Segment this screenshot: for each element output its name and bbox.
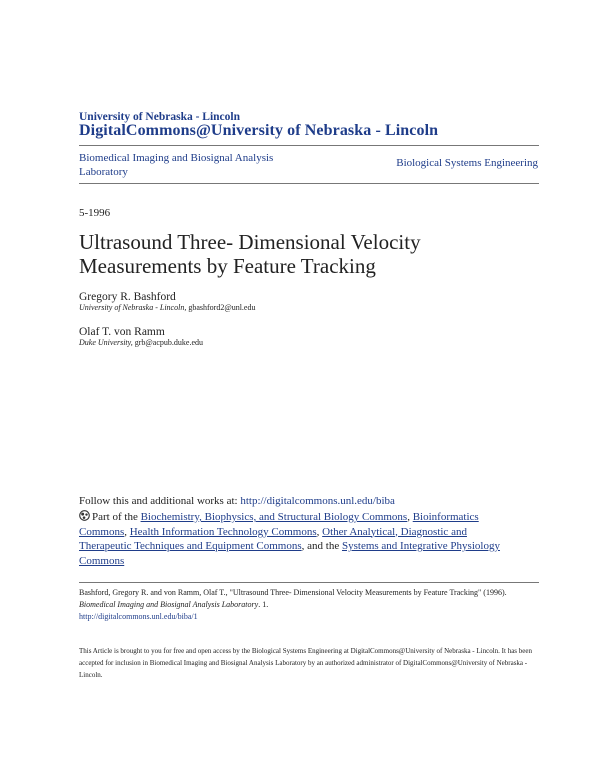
citation-number: . 1. (258, 600, 269, 609)
author-institution: University of Nebraska - Lincoln, (79, 303, 187, 312)
author-affiliation (79, 303, 255, 312)
commons-link-other-analytical[interactable]: Other Analytical, Diagnostic and Therapeutic Techniques and Equipment Commons (79, 525, 467, 552)
author-email: grb@acpub.duke.edu (134, 338, 203, 347)
and-the-text: , and the (301, 540, 340, 552)
header-divider-top (79, 145, 539, 146)
commons-link-bioinformatics[interactable]: Bioinformatics Commons (79, 511, 479, 538)
part-of-prefix: Part of the (92, 511, 138, 523)
citation-series: Biomedical Imaging and Biosignal Analysis Laboratory (79, 600, 259, 609)
author-block (79, 326, 203, 347)
collection-link[interactable]: Biomedical Imaging and Biosignal Analysis Laboratory (79, 152, 274, 178)
university-link[interactable]: University of Nebraska - Lincoln (79, 111, 240, 123)
repository-link[interactable]: DigitalCommons@University of Nebraska - Lincoln (79, 122, 439, 139)
commons-link-biochemistry[interactable]: Biochemistry, Biophysics, and Structural Biology Commons (140, 511, 408, 523)
header-divider-bottom (79, 183, 539, 184)
author-block (79, 291, 255, 312)
citation-text: Bashford, Gregory R. and von Ramm, Olaf T., "Ultrasound Three- Dimensional Velocity Measurements by Feature Tracking" (1996). (79, 588, 507, 597)
access-statement: This Article is brought to you for free and open access by the Biological Systems Engineering at DigitalCommons@University of Nebraska - Lincoln. It has been accepted for inclusion in Biomedical Imaging and Biosignal Analysis Laboratory by an authorized administrator of DigitalCommons@University of Nebraska - Lincoln. (79, 647, 532, 679)
part-of-commons: Part of the Biochemistry, Biophysics, and Structural Biology Commons, Bioinformatics Commons, Health Information Technology Commons, Other Analytical, Diagnostic and Therapeutic Techniques and Equipment Commons, and the Systems and Integrative Physiology Commons (79, 511, 500, 567)
author-affiliation (79, 338, 203, 347)
commons-link-systems-physiology[interactable]: Systems and Integrative Physiology Commons (79, 540, 500, 567)
paper-title: Ultrasound Three- Dimensional Velocity Measurements by Feature Tracking (79, 230, 421, 278)
author-institution: Duke University, (79, 338, 133, 347)
follow-text: Follow this and additional works at: (79, 495, 238, 507)
recommended-citation (79, 587, 539, 623)
author-name: Gregory R. Bashford (79, 291, 176, 303)
citation-divider (79, 582, 539, 583)
follow-link[interactable]: http://digitalcommons.unl.edu/biba (240, 495, 395, 507)
citation-link[interactable]: http://digitalcommons.unl.edu/biba/1 (79, 612, 198, 621)
commons-link-health-it[interactable]: Health Information Technology Commons (129, 525, 317, 538)
department-link[interactable]: Biological Systems Engineering (396, 157, 538, 169)
follow-line (79, 495, 395, 507)
author-name: Olaf T. von Ramm (79, 326, 165, 338)
author-email: gbashford2@unl.edu (188, 303, 256, 312)
network-icon (79, 510, 90, 521)
publication-date: 5-1996 (79, 207, 111, 219)
